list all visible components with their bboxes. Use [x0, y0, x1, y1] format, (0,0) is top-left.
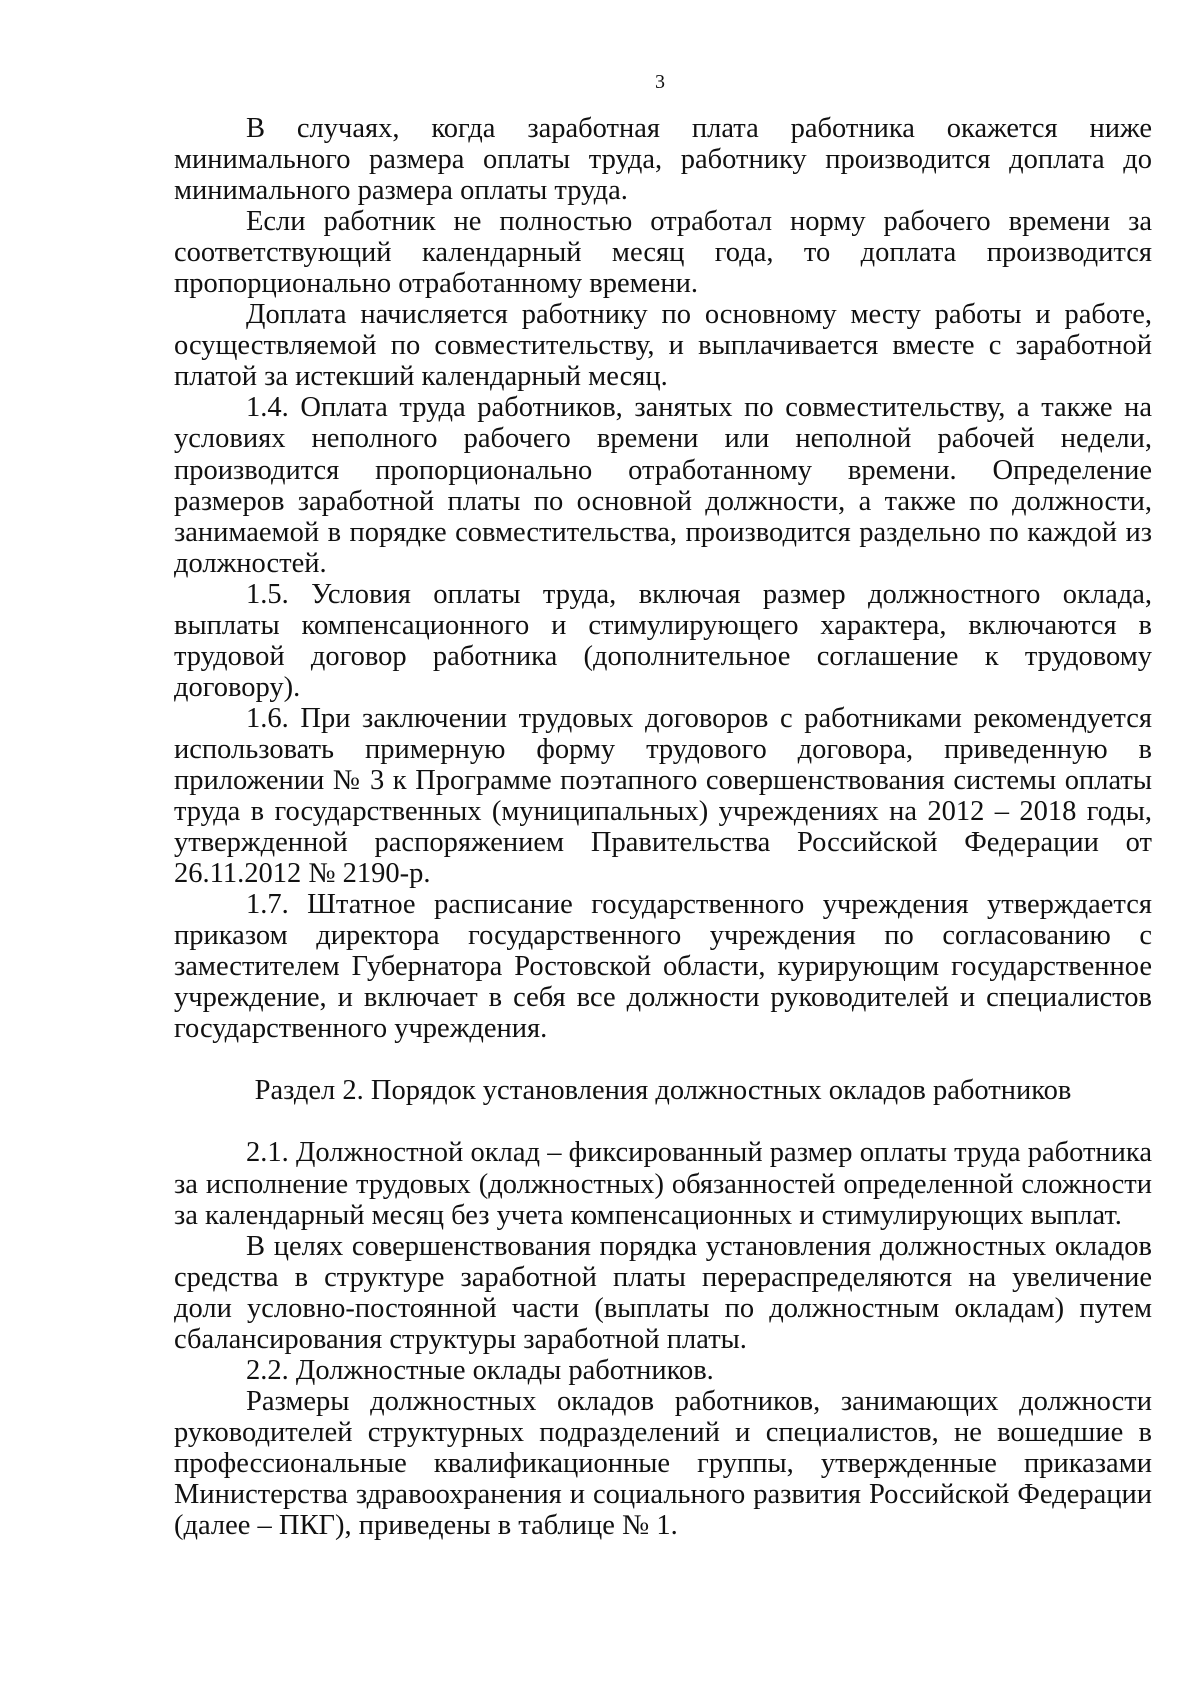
paragraph-salary-structure: В целях совершенствования порядка установления должностных окладов средства в структуре заработной платы перераспределяются на увеличение доли условно-постоянной части (выплаты по должностным окладам) путем сбалансирования структуры заработной платы.: [174, 1230, 1152, 1355]
paragraph-clause-1-6: 1.6. При заключении трудовых договоров с работниками рекомендуется использовать примерную форму трудового договора, приведенную в приложении № 3 к Программе поэтапного совершенствования системы оплаты труда в государственных (муниципальных) учреждениях на 2012 – 2018 годы, утвержденной распоряжением Правительства Российской Федерации от 26.11.2012 № 2190-р.: [174, 702, 1152, 890]
paragraph-topup-accrual: Доплата начисляется работнику по основному месту работы и работе, осуществляемой по совместительству, и выплачивается вместе с заработной платой за истекший календарный месяц.: [174, 299, 1152, 393]
document-body: [174, 113, 1152, 1541]
paragraph-clause-1-4: 1.4. Оплата труда работников, занятых по совместительству, а также на условиях неполного рабочего времени или неполной рабочей недели, производится пропорционально отработанному времени. Определение размеров заработной платы по основной должности, а также по должности, занимаемой в порядке совместительства, производится раздельно по каждой из должностей.: [174, 392, 1152, 579]
section-heading: Раздел 2. Порядок установления должностных окладов работников: [254, 1075, 1072, 1107]
paragraph-partial-norm: Если работник не полностью отработал норму рабочего времени за соответствующий календарный месяц года, то доплата производится пропорционально отработанному времени.: [174, 206, 1152, 300]
paragraph-clause-2-1: 2.1. Должностной оклад – фиксированный размер оплаты труда работника за исполнение трудовых (должностных) обязанностей определенной сложности за календарный месяц без учета компенсационных и стимулирующих выплат.: [174, 1137, 1152, 1231]
paragraph-clause-1-7: 1.7. Штатное расписание государственного учреждения утверждается приказом директора государственного учреждения по согласованию с заместителем Губернатора Ростовской области, курирующим государственное учреждение, и включает в себя все должности руководителей и специалистов государственного учреждения.: [174, 889, 1152, 1045]
paragraph-minimum-wage-topup: В случаях, когда заработная плата работника окажется ниже минимального размера оплаты труда, работнику производится доплата до минимального размера оплаты труда.: [174, 113, 1152, 207]
paragraph-clause-1-5: 1.5. Условия оплаты труда, включая размер должностного оклада, выплаты компенсационного и стимулирующего характера, включаются в трудовой договор работника (дополнительное соглашение к трудовому договору).: [174, 578, 1152, 703]
page-number: 3: [655, 71, 665, 93]
paragraph-salary-sizes: Размеры должностных окладов работников, занимающих должности руководителей структурных подразделений и специалистов, не вошедшие в профессиональные квалификационные группы, утвержденные приказами Министерства здравоохранения и социального развития Российской Федерации (далее – ПКГ), приведены в таблице № 1.: [174, 1385, 1152, 1542]
paragraph-clause-2-2: 2.2. Должностные оклады работников.: [246, 1354, 714, 1386]
